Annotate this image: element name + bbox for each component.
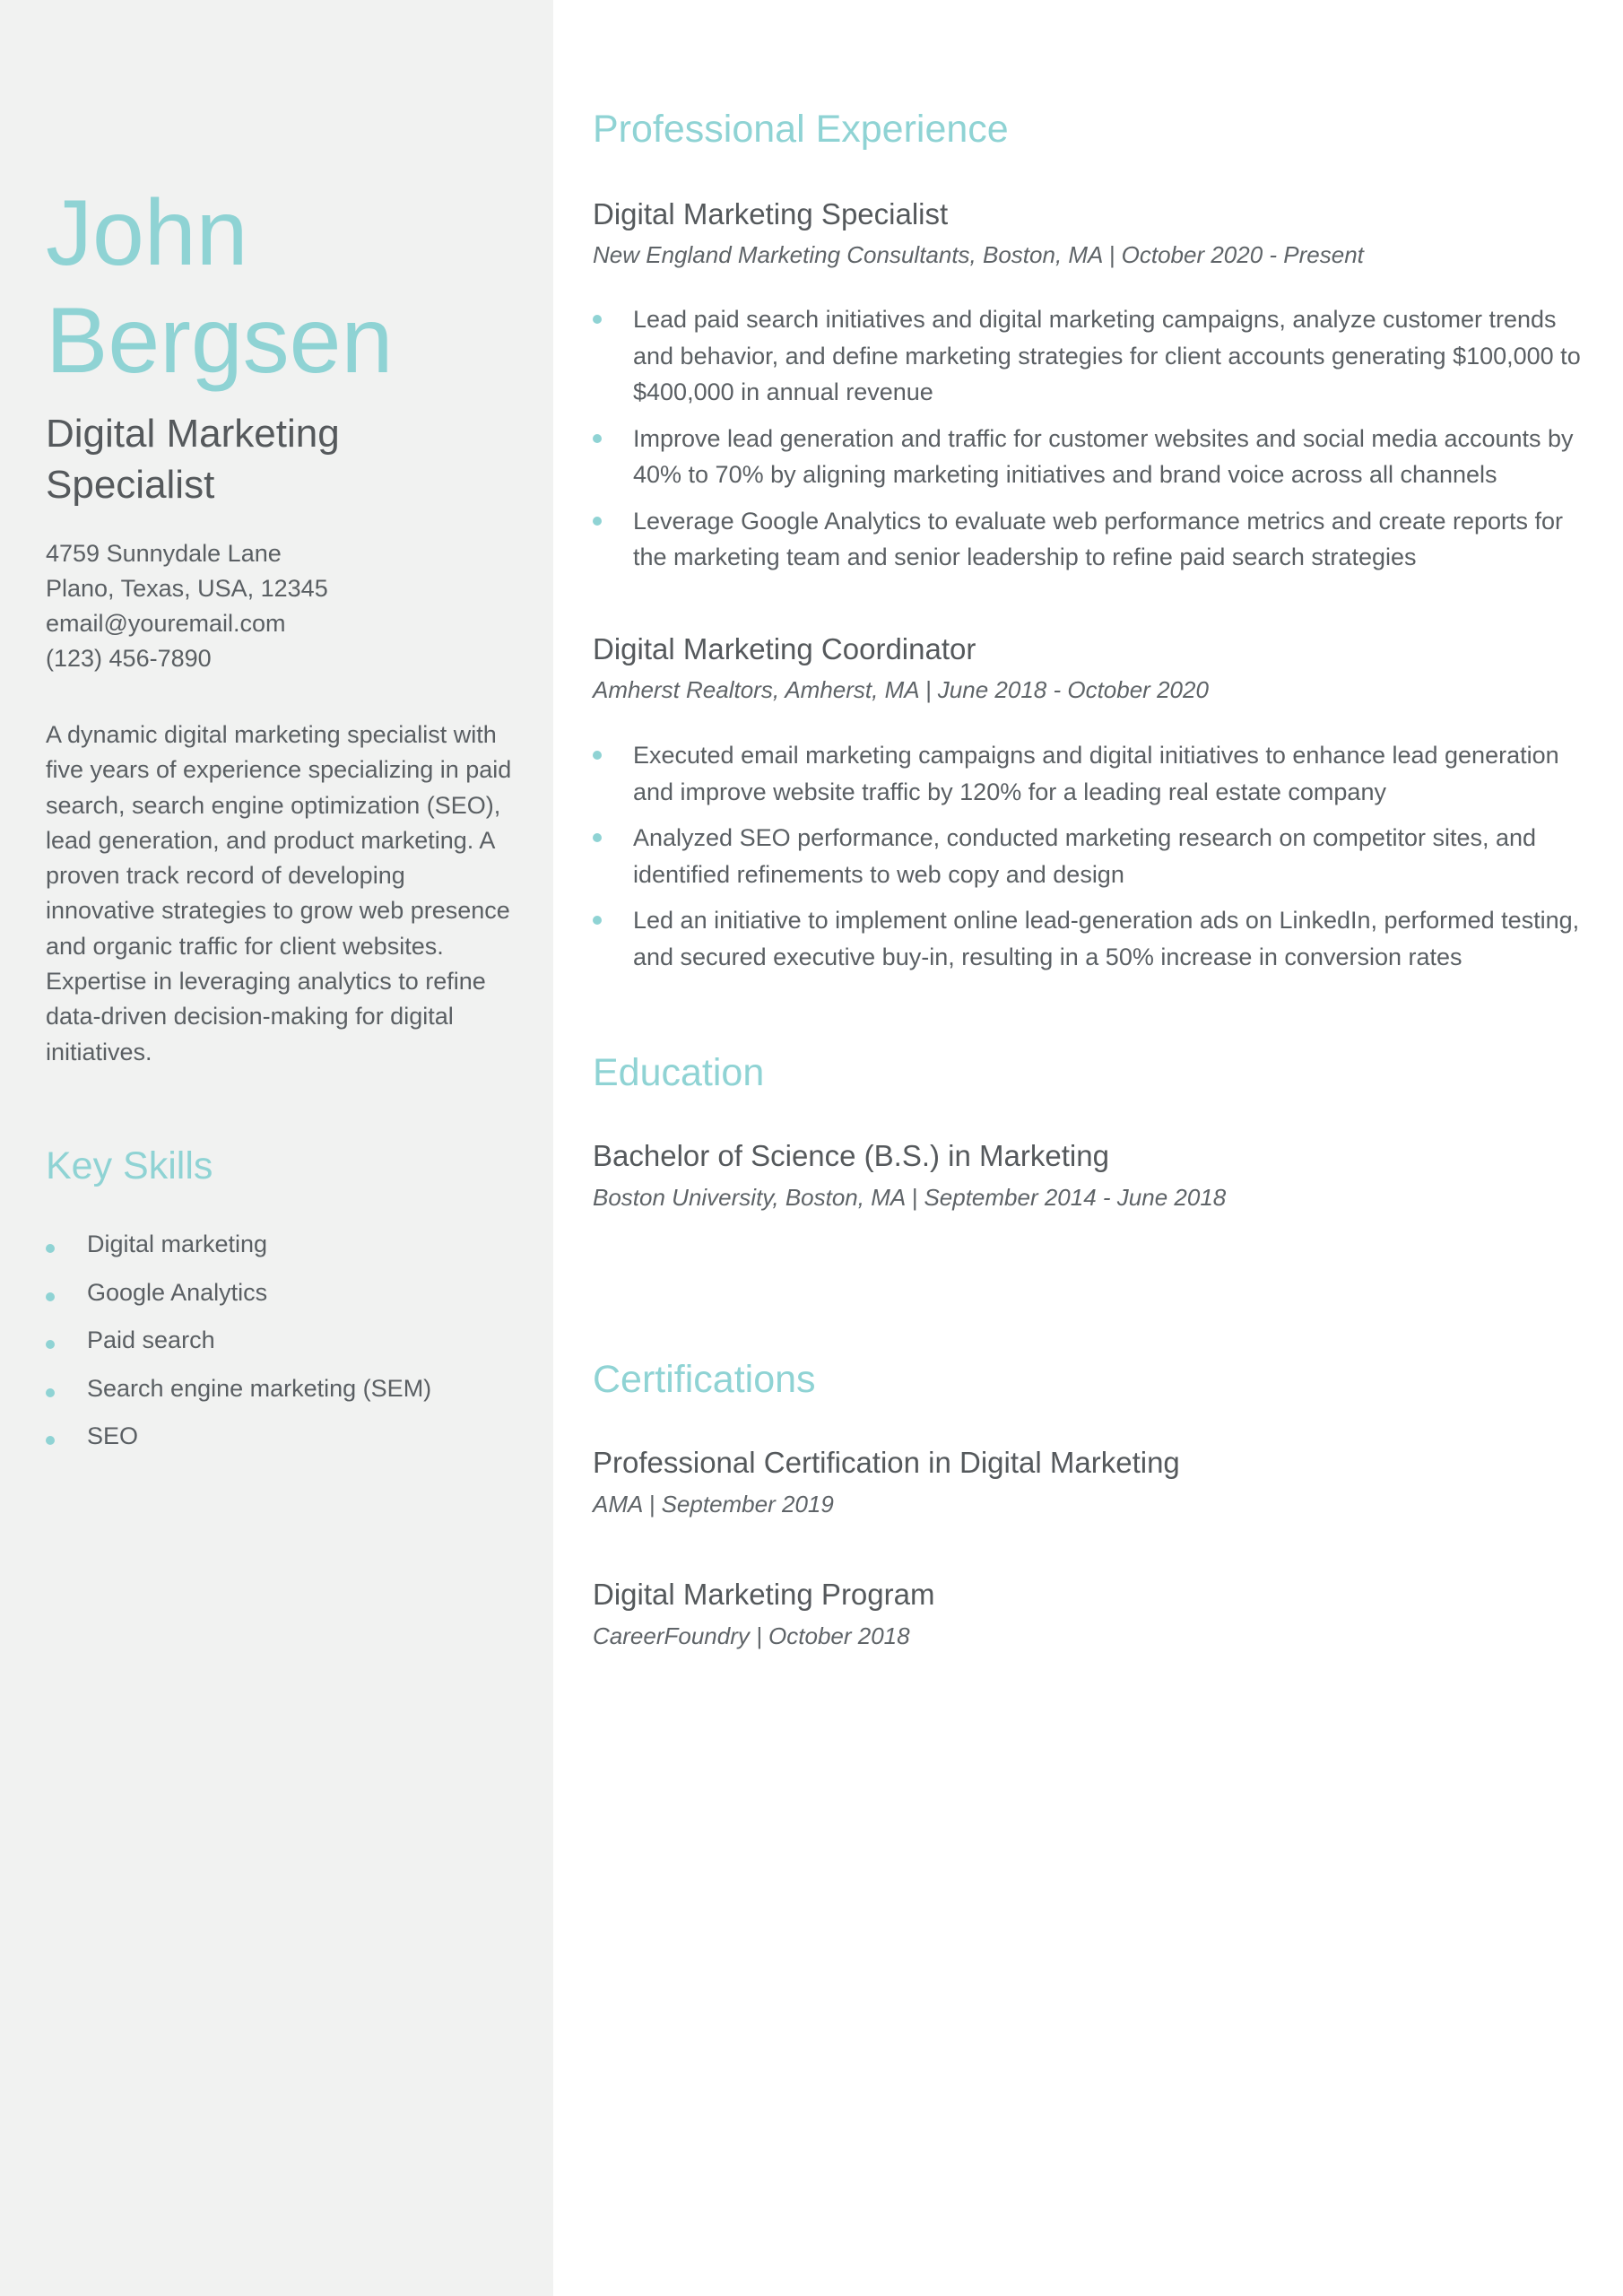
degree-title: Bachelor of Science (B.S.) in Marketing [593, 1139, 1109, 1172]
job-bullet [593, 737, 1588, 810]
bullet-icon [46, 1388, 55, 1397]
job-title-2: Digital Marketing Coordinator [593, 632, 976, 665]
skill-item [46, 1275, 431, 1324]
address-line-1: 4759 Sunnydale Lane [46, 540, 282, 567]
job-bullet-text: Lead paid search initiatives and digital marketing campaigns, analyze customer trends and behavior, and define marketing strategies for client accounts generating $100,000 to $400,000 in annual revenue [633, 306, 1581, 405]
job-title-1: Digital Marketing Specialist [593, 197, 949, 230]
bullet-icon [593, 916, 602, 925]
skill-item [46, 1227, 431, 1275]
job-bullet [593, 902, 1588, 975]
job-bullet [593, 503, 1588, 576]
certifications-heading: Certifications [593, 1358, 816, 1401]
bullet-icon [593, 833, 602, 842]
skill-label: Paid search [87, 1326, 215, 1353]
education-heading: Education [593, 1051, 765, 1094]
first-name: John [46, 181, 248, 285]
address-line-2: Plano, Texas, USA, 12345 [46, 575, 328, 602]
skill-item [46, 1419, 431, 1467]
job-meta-1: New England Marketing Consultants, Boston, MA | October 2020 - Present [593, 241, 1364, 268]
skill-label: Digital marketing [87, 1231, 268, 1257]
bullet-icon [46, 1244, 55, 1253]
job-bullets-2 [593, 737, 1588, 985]
bullet-icon [46, 1436, 55, 1445]
email: email@youremail.com [46, 610, 286, 637]
certification-title-2: Digital Marketing Program [593, 1578, 935, 1611]
contact-info [46, 536, 512, 676]
main-content [553, 0, 1623, 2296]
candidate-name [46, 179, 393, 395]
phone: (123) 456-7890 [46, 645, 212, 672]
skill-item [46, 1323, 431, 1371]
degree-meta: Boston University, Boston, MA | September 2014 - June 2018 [593, 1184, 1227, 1211]
skill-label: SEO [87, 1422, 139, 1449]
bullet-icon [593, 315, 602, 324]
skill-label: Google Analytics [87, 1278, 268, 1306]
sidebar [0, 0, 553, 2296]
certification-title-1: Professional Certification in Digital Marketing [593, 1446, 1180, 1479]
bullet-icon [593, 751, 602, 760]
bullet-icon [46, 1292, 55, 1301]
profile-summary: A dynamic digital marketing specialist with five years of experience specializing in paid search, search engine optimization (SEO), lead generation, and product marketing. A proven track record of developing innovative strategies to grow web presence and organic traffic for client websites. Expertise in leveraging analytics to refine data-driven decision-making for digital initiatives. [46, 721, 512, 1065]
job-bullet-text: Led an initiative to implement online lead-generation ads on LinkedIn, performed testing, and secured executive buy-in, resulting in a 50% increase in conversion rates [633, 907, 1580, 970]
skill-label: Search engine marketing (SEM) [87, 1374, 432, 1402]
job-bullet-text: Analyzed SEO performance, conducted marketing research on competitor sites, and identified refinements to web copy and design [633, 824, 1537, 888]
job-bullet [593, 421, 1588, 493]
bullet-icon [593, 434, 602, 443]
experience-heading: Professional Experience [593, 108, 1009, 151]
job-bullets-1 [593, 301, 1588, 586]
job-meta-2: Amherst Realtors, Amherst, MA | June 2018 - October 2020 [593, 676, 1209, 703]
skills-list [46, 1227, 431, 1467]
job-bullet-text: Improve lead generation and traffic for customer websites and social media accounts by 40% to 70% by aligning marketing initiatives and brand voice across all channels [633, 424, 1574, 488]
job-bullet [593, 301, 1588, 411]
bullet-icon [593, 517, 602, 526]
skills-heading: Key Skills [46, 1144, 213, 1187]
job-bullet-text: Executed email marketing campaigns and digital initiatives to enhance lead generation and improve website traffic by 120% for a leading real estate company [633, 742, 1559, 805]
skill-item [46, 1371, 431, 1420]
job-bullet-text: Leverage Google Analytics to evaluate web performance metrics and create reports for the marketing team and senior leadership to refine paid search strategies [633, 507, 1564, 570]
last-name: Bergsen [46, 289, 394, 393]
certification-meta-2: CareerFoundry | October 2018 [593, 1622, 910, 1649]
bullet-icon [46, 1340, 55, 1349]
job-role-title: Digital Marketing Specialist [46, 412, 340, 507]
certification-meta-1: AMA | September 2019 [593, 1491, 834, 1518]
job-bullet [593, 820, 1588, 892]
